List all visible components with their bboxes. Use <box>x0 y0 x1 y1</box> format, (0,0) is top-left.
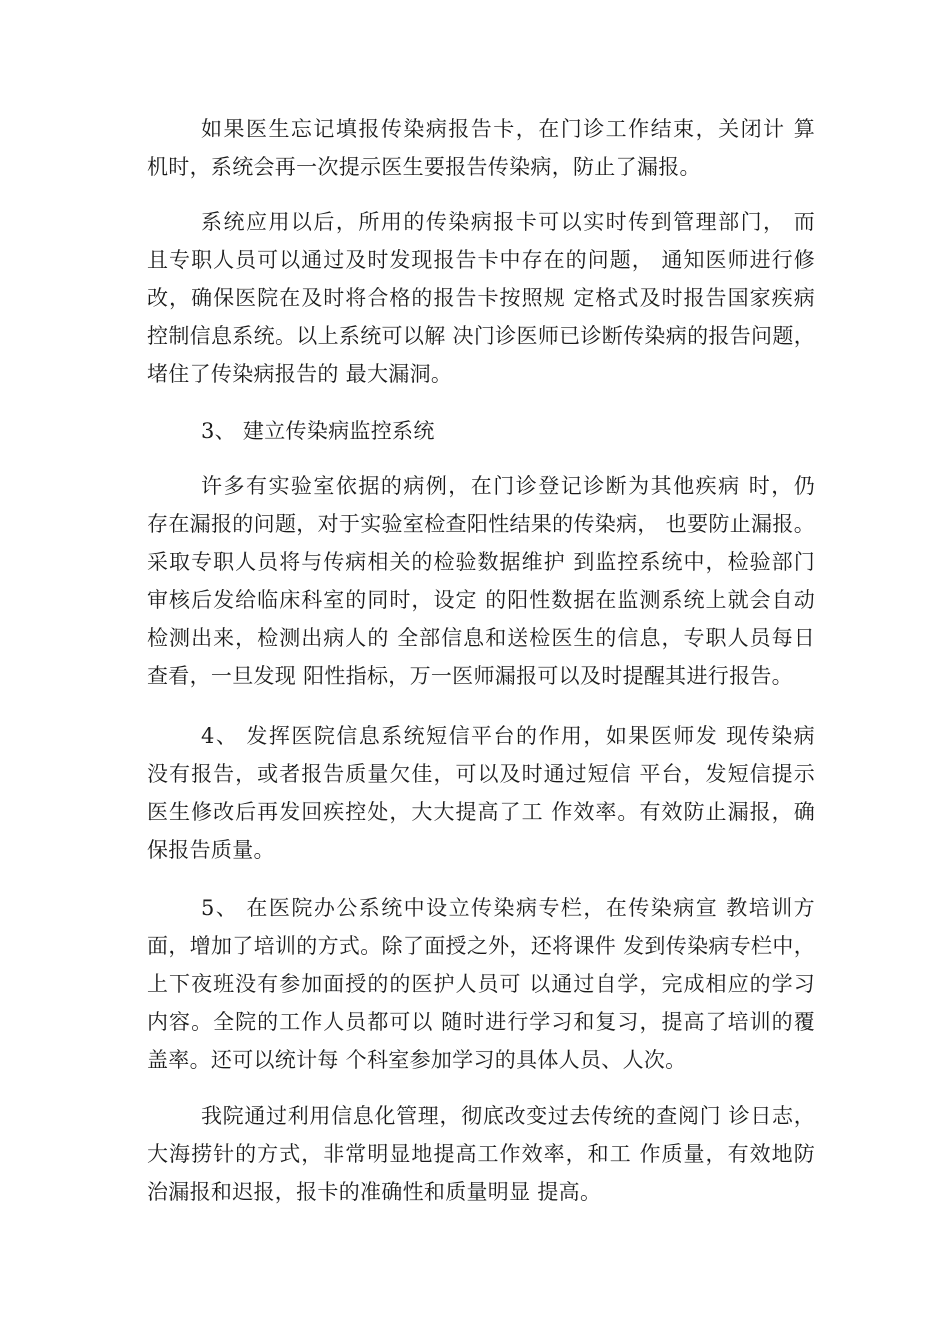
section-heading: 3、 建立传染病监控系统 <box>201 419 435 443</box>
paragraph-line: 查看，一旦发现 阳性指标，万一医师漏报可以及时提醒其进行报告。 <box>147 664 793 688</box>
paragraph-line: 存在漏报的问题，对于实验室检查阳性结果的传染病， 也要防止漏报。 <box>147 512 815 536</box>
paragraph-5 <box>147 717 815 869</box>
paragraph-line: 系统应用以后，所用的传染病报卡可以实时传到管理部门， 而 <box>201 210 815 234</box>
paragraph-7 <box>147 1097 815 1211</box>
paragraph-line: 面，增加了培训的方式。除了面授之外，还将课件 发到传染病专栏中， <box>147 934 815 958</box>
paragraph-6 <box>147 889 815 1079</box>
paragraph-line: 保报告质量。 <box>147 838 275 862</box>
paragraph-line: 医生修改后再发回疾控处，大大提高了工 作效率。有效防止漏报，确 <box>147 800 815 824</box>
paragraph-line: 内容。全院的工作人员都可以 随时进行学习和复习，提高了培训的覆 <box>147 1010 815 1034</box>
section-heading-3 <box>147 412 815 450</box>
paragraph-line: 堵住了传染病报告的 最大漏洞。 <box>147 362 453 386</box>
paragraph-1 <box>147 110 815 186</box>
paragraph-2 <box>147 203 815 393</box>
paragraph-line: 盖率。还可以统计每 个科室参加学习的具体人员、人次。 <box>147 1048 687 1072</box>
paragraph-line: 采取专职人员将与传病相关的检验数据维护 到监控系统中，检验部门 <box>147 550 815 574</box>
paragraph-line: 5、 在医院办公系统中设立传染病专栏，在传染病宣 教培训方 <box>201 896 815 920</box>
paragraph-line: 许多有实验室依据的病例，在门诊登记诊断为其他疾病 时，仍 <box>201 474 815 498</box>
paragraph-line: 机时，系统会再一次提示医生要报告传染病，防止了漏报。 <box>147 155 701 179</box>
paragraph-line: 审核后发给临床科室的同时，设定 的阳性数据在监测系统上就会自动 <box>147 588 815 612</box>
paragraph-line: 上下夜班没有参加面授的的医护人员可 以通过自学，完成相应的学习 <box>147 972 815 996</box>
paragraph-line: 4、 发挥医院信息系统短信平台的作用，如果医师发 现传染病 <box>201 724 815 748</box>
paragraph-line: 且专职人员可以通过及时发现报告卡中存在的问题， 通知医师进行修 <box>147 248 815 272</box>
paragraph-line: 我院通过利用信息化管理，彻底改变过去传统的查阅门 诊日志， <box>201 1104 815 1128</box>
paragraph-line: 检测出来，检测出病人的 全部信息和送检医生的信息，专职人员每日 <box>147 626 815 650</box>
paragraph-line: 大海捞针的方式，非常明显地提高工作效率，和工 作质量，有效地防 <box>147 1142 815 1166</box>
paragraph-line: 控制信息系统。以上系统可以解 决门诊医师已诊断传染病的报告问题， <box>147 324 815 348</box>
paragraph-line: 如果医生忘记填报传染病报告卡，在门诊工作结束，关闭计 算 <box>201 117 815 141</box>
paragraph-4 <box>147 467 815 695</box>
paragraph-line: 改，确保医院在及时将合格的报告卡按照规 定格式及时报告国家疾病 <box>147 286 815 310</box>
paragraph-line: 治漏报和迟报，报卡的准确性和质量明显 提高。 <box>147 1180 602 1204</box>
paragraph-line: 没有报告，或者报告质量欠佳，可以及时通过短信 平台，发短信提示 <box>147 762 815 786</box>
